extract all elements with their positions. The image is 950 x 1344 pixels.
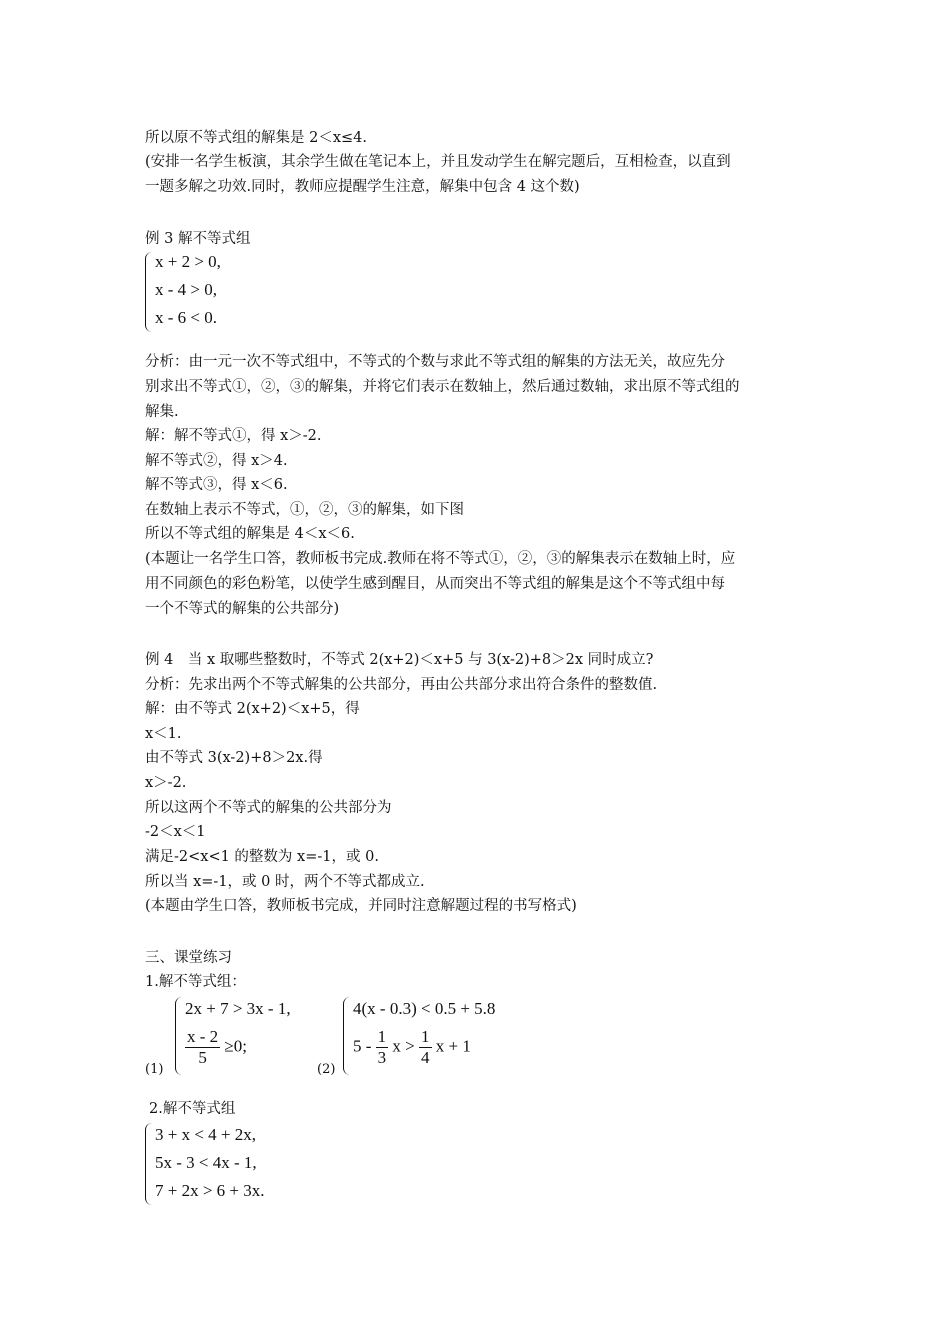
- fraction-numerator: 1: [377, 1027, 387, 1046]
- fraction-denominator: 5: [198, 1048, 207, 1067]
- exercise-2-system: [343, 997, 533, 1077]
- inequality-3: x - 6 < 0.: [155, 308, 217, 327]
- section-heading: 三、课堂练习: [145, 950, 232, 966]
- text-line: x＜1.: [145, 726, 182, 742]
- term: x >: [392, 1036, 415, 1056]
- text-line: 分析：先求出两个不等式解集的公共部分，再由公共部分求出符合条件的整数值.: [145, 677, 658, 693]
- text-line: 满足-2<x<1 的整数为 x=-1，或 0.: [145, 849, 379, 865]
- inequality-2: [185, 1027, 247, 1068]
- fraction-numerator: x - 2: [187, 1027, 219, 1046]
- inequality-tail: ≥0;: [224, 1036, 247, 1056]
- example-3-title: 例 3 解不等式组: [145, 231, 251, 247]
- example-3-system: [145, 252, 305, 334]
- text-line: 解：由不等式 2(x+2)＜x+5，得: [145, 701, 360, 717]
- text-line: 所以这两个不等式的解集的公共部分为: [145, 800, 392, 816]
- exercise-2-title: 2.解不等式组: [149, 1101, 236, 1117]
- text-line: x＞-2.: [145, 775, 187, 791]
- text-line: (本题由学生口答，教师板书完成，并同时注意解题过程的书写格式): [145, 898, 577, 914]
- text-line: -2＜x＜1: [145, 824, 206, 840]
- inequality-2: x - 4 > 0,: [155, 280, 217, 299]
- exercise-label-2: (2): [317, 1062, 336, 1077]
- fraction-denominator: 4: [421, 1048, 430, 1067]
- text-line: 分析：由一元一次不等式组中，不等式的个数与求此不等式组的解集的方法无关，故应先分: [145, 354, 725, 370]
- text-line: 在数轴上表示不等式，①，②，③的解集，如下图: [145, 502, 464, 518]
- inequality-2: 5x - 3 < 4x - 1,: [155, 1153, 257, 1172]
- fraction: [419, 1027, 432, 1068]
- text-line: 用不同颜色的彩色粉笔，以使学生感到醒目，从而突出不等式组的解集是这个不等式组中每: [145, 576, 725, 592]
- text-line: 所以不等式组的解集是 4＜x＜6.: [145, 526, 355, 542]
- brace: [175, 997, 182, 1075]
- text-line: 解不等式②，得 x＞4.: [145, 453, 288, 469]
- text-line: 解集.: [145, 404, 179, 420]
- inequality-1: 4(x - 0.3) < 0.5 + 5.8: [353, 999, 496, 1018]
- fraction: [376, 1027, 389, 1068]
- fraction: [185, 1027, 220, 1068]
- text-line: 解：解不等式①，得 x＞-2.: [145, 428, 322, 444]
- fraction-numerator: 1: [421, 1027, 430, 1046]
- term: 5 -: [353, 1036, 372, 1056]
- inequality-1: 3 + x < 4 + 2x,: [155, 1125, 257, 1144]
- inequality-1: 2x + 7 > 3x - 1,: [185, 999, 291, 1018]
- term: x + 1: [435, 1036, 471, 1056]
- fraction-denominator: 3: [377, 1048, 387, 1067]
- inequality-1: x + 2 > 0,: [155, 252, 221, 271]
- text-line: 解不等式③，得 x＜6.: [145, 477, 288, 493]
- exercise-label-1: (1): [145, 1062, 164, 1077]
- inequality-2: [353, 1027, 471, 1068]
- text-line: 别求出不等式①，②，③的解集，并将它们表示在数轴上，然后通过数轴，求出原不等式组的: [145, 379, 740, 395]
- brace: [343, 997, 350, 1075]
- text-line: 一个不等式的解集的公共部分): [145, 601, 340, 617]
- exercise-1-title: 1.解不等式组：: [145, 974, 246, 990]
- text-line: 所以当 x=-1，或 0 时，两个不等式都成立.: [145, 874, 425, 890]
- text-line: 所以原不等式组的解集是 2＜x≤4.: [145, 130, 367, 146]
- text-line: 由不等式 3(x-2)+8＞2x.得: [145, 750, 323, 766]
- example-4-title: 例 4 当 x 取哪些整数时，不等式 2(x+2)＜x+5 与 3(x-2)+8＞2x 同时成立?: [145, 652, 654, 668]
- inequality-3: 7 + 2x > 6 + 3x.: [155, 1181, 265, 1200]
- brace: [145, 1123, 152, 1205]
- exercise-1-system: [175, 997, 315, 1077]
- text-line: (本题让一名学生口答，教师板书完成.教师在将不等式①，②，③的解集表示在数轴上时，应: [145, 551, 736, 567]
- text-line: 一题多解之功效.同时，教师应提醒学生注意，解集中包含 4 这个数): [145, 179, 580, 195]
- text-line: (安排一名学生板演，其余学生做在笔记本上，并且发动学生在解完题后，互相检查，以直到: [145, 154, 731, 170]
- brace: [145, 252, 152, 332]
- exercise-3-system: [145, 1123, 315, 1207]
